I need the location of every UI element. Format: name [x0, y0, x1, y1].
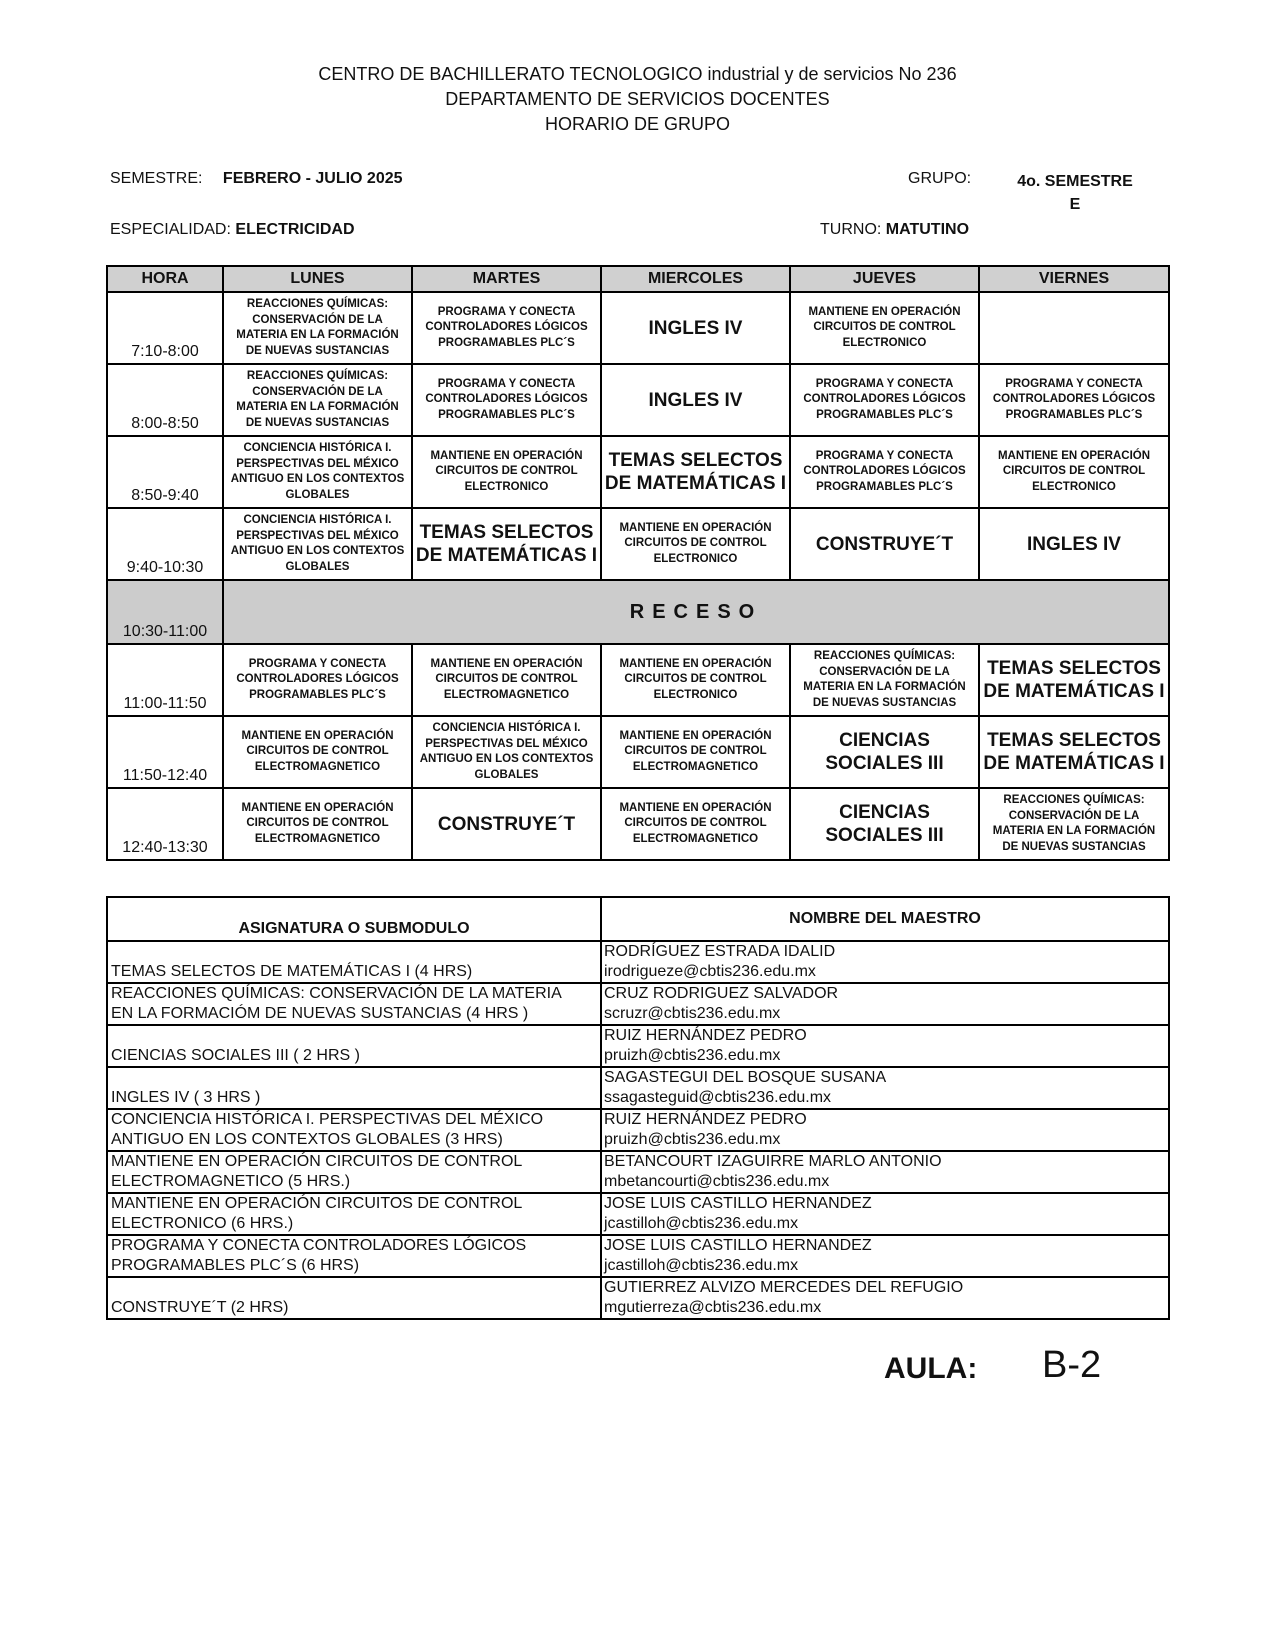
class-name: MANTIENE EN OPERACIÓN CIRCUITOS DE CONTROL ELECTROMAGNETICO [430, 657, 583, 701]
teacher-email: pruizh@cbtis236.edu.mx [604, 1131, 781, 1148]
teacher-cell [601, 1067, 1169, 1109]
teacher-name: JOSE LUIS CASTILLO HERNANDEZ [604, 1195, 872, 1212]
teachers-table [106, 896, 1170, 1320]
subject-line: EN LA FORMACIÓM DE NUEVAS SUSTANCIAS (4 HRS ) [111, 1005, 529, 1022]
class-cell-jueves [790, 508, 979, 580]
class-name: REACCIONES QUÍMICAS: CONSERVACIÓN DE LA MATERIA EN LA FORMACIÓN DE NUEVAS SUSTANCIAS [236, 370, 399, 429]
aula-label: AULA: [884, 1352, 978, 1385]
teacher-row [107, 1235, 1169, 1277]
teacher-name: JOSE LUIS CASTILLO HERNANDEZ [604, 1237, 872, 1254]
teacher-email: scruzr@cbtis236.edu.mx [604, 1005, 781, 1022]
hour-cell: 11:50-12:40 [107, 716, 223, 788]
schedule-header-row [107, 266, 1169, 292]
subject-cell [107, 1025, 601, 1067]
class-cell-viernes [979, 716, 1169, 788]
school-name: CENTRO DE BACHILLERATO TECNOLOGICO industrial y de servicios No 236 [318, 64, 957, 84]
teacher-cell [601, 1025, 1169, 1067]
hour-cell: 8:50-9:40 [107, 436, 223, 508]
class-cell-martes [412, 436, 601, 508]
teacher-email: jcastilloh@cbtis236.edu.mx [604, 1215, 799, 1232]
subject-line: CIENCIAS SOCIALES III ( 2 HRS ) [111, 1047, 360, 1064]
class-cell-miercoles [601, 644, 790, 716]
schedule-table [106, 265, 1170, 861]
class-name: MANTIENE EN OPERACIÓN CIRCUITOS DE CONTROL ELECTROMAGNETICO [241, 729, 394, 773]
class-cell-martes [412, 364, 601, 436]
teacher-cell [601, 1193, 1169, 1235]
subject-line: MANTIENE EN OPERACIÓN CIRCUITOS DE CONTROL [111, 1195, 523, 1212]
class-name: TEMAS SELECTOS DE MATEMÁTICAS I [983, 658, 1165, 702]
teacher-email: pruizh@cbtis236.edu.mx [604, 1047, 781, 1064]
teacher-cell [601, 983, 1169, 1025]
teacher-email: ssagasteguid@cbtis236.edu.mx [604, 1089, 832, 1106]
teacher-name: CRUZ RODRIGUEZ SALVADOR [604, 985, 839, 1002]
class-name: MANTIENE EN OPERACIÓN CIRCUITOS DE CONTROL ELECTROMAGNETICO [241, 801, 394, 845]
class-cell-viernes [979, 364, 1169, 436]
class-name: PROGRAMA Y CONECTA CONTROLADORES LÓGICOS PROGRAMABLES PLC´S [992, 377, 1156, 421]
class-cell-martes [412, 788, 601, 860]
teacher-row [107, 1193, 1169, 1235]
department-name: DEPARTAMENTO DE SERVICIOS DOCENTES [445, 89, 830, 109]
teacher-cell [601, 1235, 1169, 1277]
subject-line: REACCIONES QUÍMICAS: CONSERVACIÓN DE LA MATERIA [111, 985, 562, 1002]
subject-line: CONSTRUYE´T (2 HRS) [111, 1299, 289, 1316]
subject-line: PROGRAMA Y CONECTA CONTROLADORES LÓGICOS [111, 1237, 527, 1254]
class-name: INGLES IV [1027, 533, 1121, 555]
aula-value: B-2 [1042, 1344, 1102, 1386]
schedule-row [107, 292, 1169, 364]
header-hora: HORA [107, 266, 223, 292]
class-cell-miercoles [601, 716, 790, 788]
class-cell-martes [412, 716, 601, 788]
class-cell-lunes [223, 788, 412, 860]
class-cell-miercoles [601, 508, 790, 580]
class-name: INGLES IV [648, 389, 743, 411]
document-title: HORARIO DE GRUPO [544, 114, 731, 134]
subject-cell [107, 1109, 601, 1151]
class-name: CONCIENCIA HISTÓRICA I. PERSPECTIVAS DEL MÉXICO ANTIGUO EN LOS CONTEXTOS GLOBALES [419, 722, 594, 781]
grupo-value-line1: 4o. SEMESTRE [1017, 173, 1133, 190]
teacher-cell [601, 1109, 1169, 1151]
class-cell-miercoles [601, 364, 790, 436]
teacher-row [107, 1109, 1169, 1151]
subject-line: INGLES IV ( 3 HRS ) [111, 1089, 261, 1106]
schedule-row [107, 788, 1169, 860]
class-name: MANTIENE EN OPERACIÓN CIRCUITOS DE CONTROL ELECTROMAGNETICO [619, 729, 772, 773]
schedule-row [107, 364, 1169, 436]
class-cell-viernes [979, 508, 1169, 580]
subject-cell [107, 941, 601, 983]
semestre-value: FEBRERO - JULIO 2025 [222, 170, 403, 187]
class-cell-lunes [223, 292, 412, 364]
subject-cell [107, 983, 601, 1025]
class-cell-lunes [223, 716, 412, 788]
recess-label: RECESO [223, 580, 1169, 644]
header-miercoles: MIERCOLES [601, 266, 790, 292]
semestre-label: SEMESTRE: [110, 170, 203, 187]
class-cell-jueves [790, 364, 979, 436]
especialidad-info [110, 221, 355, 239]
class-name: MANTIENE EN OPERACIÓN CIRCUITOS DE CONTROL ELECTRONICO [430, 449, 583, 493]
hour-cell: 8:00-8:50 [107, 364, 223, 436]
class-cell-martes [412, 508, 601, 580]
teacher-row [107, 1277, 1169, 1319]
semestre-info [110, 170, 403, 188]
class-cell-viernes [979, 788, 1169, 860]
subject-line: ELECTROMAGNETICO (5 HRS.) [111, 1173, 351, 1190]
class-cell-viernes [979, 644, 1169, 716]
subject-cell [107, 1277, 601, 1319]
class-cell-viernes [979, 436, 1169, 508]
recess-row [107, 580, 1169, 644]
teacher-name: RUIZ HERNÁNDEZ PEDRO [604, 1111, 807, 1128]
class-name: CONSTRUYE´T [437, 813, 576, 835]
schedule-row [107, 716, 1169, 788]
subject-line: MANTIENE EN OPERACIÓN CIRCUITOS DE CONTROL [111, 1153, 523, 1170]
class-name: MANTIENE EN OPERACIÓN CIRCUITOS DE CONTROL ELECTROMAGNETICO [619, 801, 772, 845]
turno-info [820, 221, 969, 239]
class-name: CONCIENCIA HISTÓRICA I. PERSPECTIVAS DEL MÉXICO ANTIGUO EN LOS CONTEXTOS GLOBALES [230, 514, 405, 573]
teacher-name: RODRÍGUEZ ESTRADA IDALID [604, 943, 836, 960]
teacher-email: mgutierreza@cbtis236.edu.mx [604, 1299, 822, 1316]
class-name: REACCIONES QUÍMICAS: CONSERVACIÓN DE LA MATERIA EN LA FORMACIÓN DE NUEVAS SUSTANCIAS [803, 650, 966, 709]
class-cell-lunes [223, 644, 412, 716]
class-name: PROGRAMA Y CONECTA CONTROLADORES LÓGICOS PROGRAMABLES PLC´S [803, 377, 966, 421]
class-cell-miercoles [601, 292, 790, 364]
teacher-name: GUTIERREZ ALVIZO MERCEDES DEL REFUGIO [604, 1279, 964, 1296]
subject-cell [107, 1151, 601, 1193]
teacher-cell [601, 1277, 1169, 1319]
header-maestro: NOMBRE DEL MAESTRO [601, 897, 1169, 941]
class-name: CIENCIAS SOCIALES III [825, 802, 944, 846]
header-viernes: VIERNES [979, 266, 1169, 292]
class-cell-jueves [790, 788, 979, 860]
class-name: MANTIENE EN OPERACIÓN CIRCUITOS DE CONTROL ELECTRONICO [808, 305, 961, 349]
teacher-row [107, 983, 1169, 1025]
class-name: PROGRAMA Y CONECTA CONTROLADORES LÓGICOS PROGRAMABLES PLC´S [425, 377, 588, 421]
subject-cell [107, 1235, 601, 1277]
teacher-name: SAGASTEGUI DEL BOSQUE SUSANA [604, 1069, 887, 1086]
class-name: PROGRAMA Y CONECTA CONTROLADORES LÓGICOS PROGRAMABLES PLC´S [236, 657, 399, 701]
class-cell-miercoles [601, 436, 790, 508]
class-cell-lunes [223, 364, 412, 436]
subject-line: ANTIGUO EN LOS CONTEXTOS GLOBALES (3 HRS) [111, 1131, 503, 1148]
teacher-name: BETANCOURT IZAGUIRRE MARLO ANTONIO [604, 1153, 942, 1170]
subject-cell [107, 1193, 601, 1235]
especialidad-value: ELECTRICIDAD [235, 221, 355, 238]
class-cell-lunes [223, 508, 412, 580]
subject-cell [107, 1067, 601, 1109]
teachers-header-row [107, 897, 1169, 941]
class-cell-lunes [223, 436, 412, 508]
class-cell-martes [412, 644, 601, 716]
teacher-row [107, 1025, 1169, 1067]
header-asignatura: ASIGNATURA O SUBMODULO [107, 897, 601, 941]
teacher-cell [601, 1151, 1169, 1193]
class-name: TEMAS SELECTOS DE MATEMÁTICAS I [604, 450, 787, 494]
grupo-value-line2: E [1069, 196, 1081, 213]
subject-line: PROGRAMABLES PLC´S (6 HRS) [111, 1257, 360, 1274]
subject-line: ELECTRONICO (6 HRS.) [111, 1215, 294, 1232]
class-name: CIENCIAS SOCIALES III [825, 730, 944, 774]
recess-hour: 10:30-11:00 [107, 580, 223, 644]
class-name: CONSTRUYE´T [815, 533, 954, 555]
teacher-email: mbetancourti@cbtis236.edu.mx [604, 1173, 830, 1190]
class-cell-miercoles [601, 788, 790, 860]
hour-cell: 9:40-10:30 [107, 508, 223, 580]
class-cell-viernes [979, 292, 1169, 364]
grupo-label: GRUPO: [908, 170, 972, 187]
class-name: MANTIENE EN OPERACIÓN CIRCUITOS DE CONTROL ELECTRONICO [997, 449, 1151, 493]
grupo-value [1012, 170, 1138, 216]
especialidad-label: ESPECIALIDAD: [110, 221, 231, 238]
class-cell-martes [412, 292, 601, 364]
hour-cell: 7:10-8:00 [107, 292, 223, 364]
class-name: CONCIENCIA HISTÓRICA I. PERSPECTIVAS DEL MÉXICO ANTIGUO EN LOS CONTEXTOS GLOBALES [230, 442, 405, 501]
hour-cell: 11:00-11:50 [107, 644, 223, 716]
class-name: PROGRAMA Y CONECTA CONTROLADORES LÓGICOS PROGRAMABLES PLC´S [803, 449, 966, 493]
class-cell-jueves [790, 436, 979, 508]
class-name: MANTIENE EN OPERACIÓN CIRCUITOS DE CONTROL ELECTRONICO [619, 657, 772, 701]
schedule-row [107, 436, 1169, 508]
schedule-row [107, 508, 1169, 580]
teacher-row [107, 1151, 1169, 1193]
class-cell-jueves [790, 644, 979, 716]
class-name: INGLES IV [648, 317, 743, 339]
teacher-email: jcastilloh@cbtis236.edu.mx [604, 1257, 799, 1274]
class-name: TEMAS SELECTOS DE MATEMÁTICAS I [415, 522, 598, 566]
class-name: REACCIONES QUÍMICAS: CONSERVACIÓN DE LA MATERIA EN LA FORMACIÓN DE NUEVAS SUSTANCIAS [236, 298, 399, 357]
turno-value: MATUTINO [885, 221, 970, 238]
class-name: REACCIONES QUÍMICAS: CONSERVACIÓN DE LA MATERIA EN LA FORMACIÓN DE NUEVAS SUSTANCIAS [992, 794, 1156, 853]
header-jueves: JUEVES [790, 266, 979, 292]
class-name: MANTIENE EN OPERACIÓN CIRCUITOS DE CONTROL ELECTRONICO [619, 521, 772, 565]
hour-cell: 12:40-13:30 [107, 788, 223, 860]
teacher-name: RUIZ HERNÁNDEZ PEDRO [604, 1027, 807, 1044]
subject-line: CONCIENCIA HISTÓRICA I. PERSPECTIVAS DEL MÉXICO [111, 1111, 544, 1128]
class-cell-jueves [790, 292, 979, 364]
turno-label: TURNO: [820, 221, 882, 238]
header-lunes: LUNES [223, 266, 412, 292]
header-martes: MARTES [412, 266, 601, 292]
teacher-row [107, 941, 1169, 983]
document-header [0, 62, 1275, 137]
teacher-row [107, 1067, 1169, 1109]
subject-line: TEMAS SELECTOS DE MATEMÁTICAS I (4 HRS) [111, 963, 473, 980]
teacher-cell [601, 941, 1169, 983]
schedule-row [107, 644, 1169, 716]
teacher-email: irodrigueze@cbtis236.edu.mx [604, 963, 816, 980]
class-cell-jueves [790, 716, 979, 788]
class-name: PROGRAMA Y CONECTA CONTROLADORES LÓGICOS PROGRAMABLES PLC´S [425, 305, 588, 349]
class-name: TEMAS SELECTOS DE MATEMÁTICAS I [983, 730, 1165, 774]
